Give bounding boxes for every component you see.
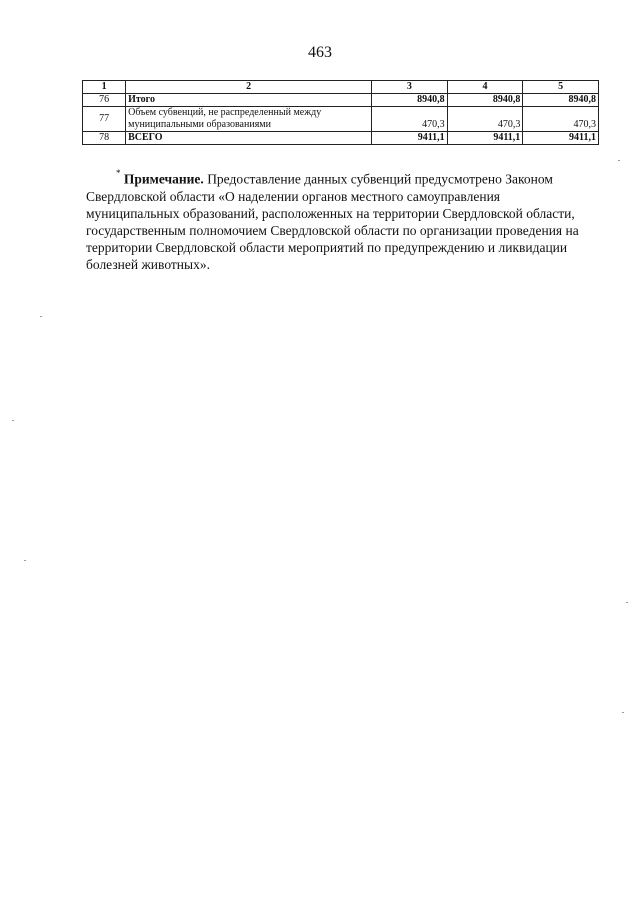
row-number: 76 <box>83 94 126 107</box>
row-value: 9411,1 <box>447 132 523 145</box>
row-name-line: муниципальными образованиями <box>128 119 271 130</box>
column-header: 3 <box>372 81 448 94</box>
row-number: 77 <box>83 107 126 132</box>
table-row <box>83 107 599 132</box>
row-name-line: Объем субвенций, не распределенный между <box>128 107 322 118</box>
scan-speck <box>24 560 26 561</box>
row-value: 470,3 <box>447 107 523 132</box>
row-value: 470,3 <box>523 107 599 132</box>
scan-speck <box>40 316 42 317</box>
column-header: 4 <box>447 81 523 94</box>
subsidy-table <box>82 80 599 145</box>
footnote-label: Примечание. <box>123 171 204 187</box>
table-header-row <box>83 81 599 94</box>
scan-speck <box>12 420 14 421</box>
table-row <box>83 94 599 107</box>
row-name: Итого <box>126 94 372 107</box>
row-name <box>126 107 372 132</box>
column-header: 5 <box>523 81 599 94</box>
footnote <box>86 167 586 273</box>
row-value: 470,3 <box>372 107 448 132</box>
scan-speck <box>626 602 628 603</box>
row-value: 8940,8 <box>372 94 448 107</box>
footnote-marker: * <box>116 168 121 178</box>
footnote-text: Предоставление данных субвенций предусмотрено Законом Свердловской области «О наделении органов местного самоуправления муниципальных образований, расположенных на территории Свердловской области, государственным полномочием Свердловской области по организации проведения на территории Свердловской области мероприятий по предупреждению и ликвидации болезней животных». <box>86 171 579 272</box>
row-value: 9411,1 <box>523 132 599 145</box>
column-header: 1 <box>83 81 126 94</box>
scan-speck <box>618 160 620 161</box>
row-number: 78 <box>83 132 126 145</box>
table-row <box>83 132 599 145</box>
page-number: 463 <box>308 44 332 61</box>
column-header: 2 <box>126 81 372 94</box>
row-value: 8940,8 <box>447 94 523 107</box>
scan-speck <box>622 712 624 713</box>
row-value: 9411,1 <box>372 132 448 145</box>
row-name: ВСЕГО <box>126 132 372 145</box>
row-value: 8940,8 <box>523 94 599 107</box>
